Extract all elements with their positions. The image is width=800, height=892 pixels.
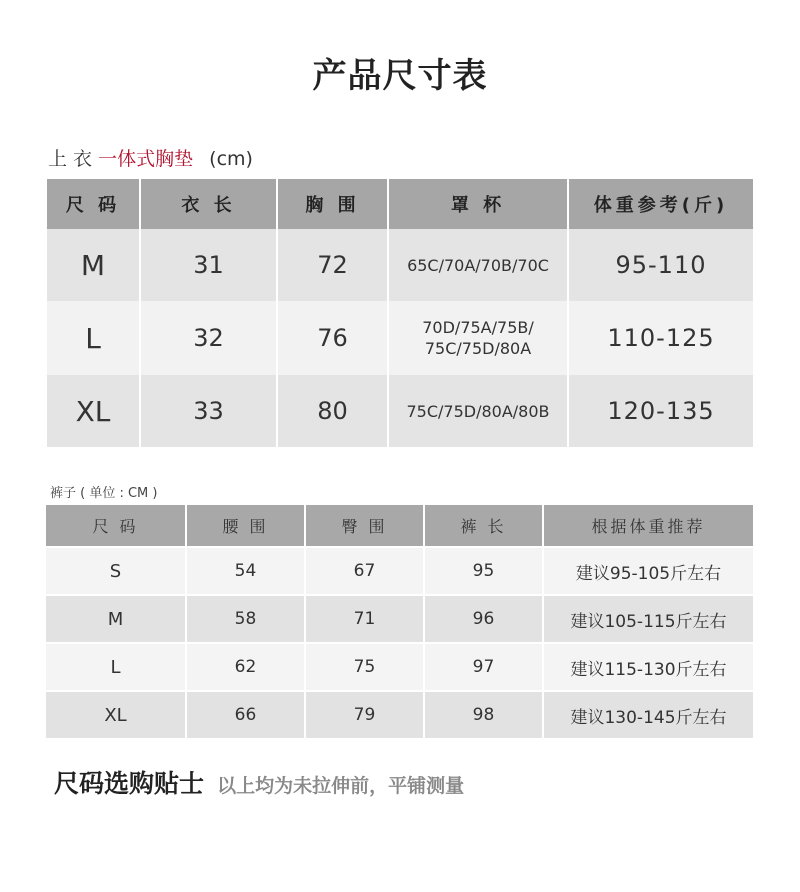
bottom-section-label: 裤子 ( 单位 : CM )	[50, 486, 158, 501]
tip-text: 以上均为未拉伸前，平铺测量	[217, 775, 465, 797]
recommend-cell: 建议130-145斤左右	[543, 691, 753, 738]
top-section-label	[48, 144, 253, 171]
header-hip: 臀 围	[305, 505, 424, 547]
size-cell: M	[46, 595, 186, 643]
size-tip	[54, 764, 464, 800]
waist-cell: 54	[186, 547, 305, 595]
waist-cell: 62	[186, 643, 305, 691]
top-section-unit: (cm)	[209, 148, 253, 170]
top-section-prefix: 上 衣	[48, 148, 93, 170]
pants-length-cell: 98	[424, 691, 543, 738]
size-cell: XL	[46, 691, 186, 738]
recommend-cell: 建议95-105斤左右	[543, 547, 753, 595]
weight-cell: 110-125	[568, 301, 753, 375]
size-cell: M	[47, 229, 140, 301]
top-size-table	[47, 179, 753, 447]
size-cell: L	[47, 301, 140, 375]
size-cell: L	[46, 643, 186, 691]
header-weight: 体重参考(斤)	[568, 179, 753, 229]
table-row	[47, 229, 753, 301]
table-row	[46, 643, 753, 691]
size-cell: S	[46, 547, 186, 595]
table-row	[46, 595, 753, 643]
hip-cell: 67	[305, 547, 424, 595]
top-table-header-row	[47, 179, 753, 229]
length-cell: 32	[140, 301, 277, 375]
table-row	[46, 691, 753, 738]
length-cell: 31	[140, 229, 277, 301]
hip-cell: 75	[305, 643, 424, 691]
page-title: 产品尺寸表	[312, 56, 488, 96]
waist-cell: 66	[186, 691, 305, 738]
pants-length-cell: 97	[424, 643, 543, 691]
recommend-cell: 建议105-115斤左右	[543, 595, 753, 643]
bust-cell: 80	[277, 375, 388, 447]
table-row	[47, 375, 753, 447]
weight-cell: 120-135	[568, 375, 753, 447]
cup-cell	[388, 301, 568, 375]
bust-cell: 76	[277, 301, 388, 375]
tip-title: 尺码选购贴士	[54, 769, 205, 798]
hip-cell: 79	[305, 691, 424, 738]
waist-cell: 58	[186, 595, 305, 643]
header-length: 衣 长	[140, 179, 277, 229]
length-cell: 33	[140, 375, 277, 447]
cup-line: 75C/75D/80A	[424, 339, 532, 358]
size-cell: XL	[47, 375, 140, 447]
pants-length-cell: 96	[424, 595, 543, 643]
header-pants-length: 裤 长	[424, 505, 543, 547]
cup-cell	[388, 375, 568, 447]
weight-cell: 95-110	[568, 229, 753, 301]
header-weight-recommend: 根据体重推荐	[543, 505, 753, 547]
pants-length-cell: 95	[424, 547, 543, 595]
cup-cell	[388, 229, 568, 301]
hip-cell: 71	[305, 595, 424, 643]
header-bust: 胸 围	[277, 179, 388, 229]
bottom-size-table	[46, 505, 753, 738]
bottom-table-header-row	[46, 505, 753, 547]
bust-cell: 72	[277, 229, 388, 301]
header-waist: 腰 围	[186, 505, 305, 547]
cup-line: 70D/75A/75B/	[422, 318, 534, 337]
cup-line: 75C/75D/80A/80B	[406, 401, 550, 421]
recommend-cell: 建议115-130斤左右	[543, 643, 753, 691]
cup-line: 65C/70A/70B/70C	[407, 255, 549, 275]
table-row	[47, 301, 753, 375]
top-section-accent: 一体式胸垫	[98, 148, 194, 170]
header-size: 尺 码	[46, 505, 186, 547]
header-cup: 罩 杯	[388, 179, 568, 229]
table-row	[46, 547, 753, 595]
header-size: 尺 码	[47, 179, 140, 229]
